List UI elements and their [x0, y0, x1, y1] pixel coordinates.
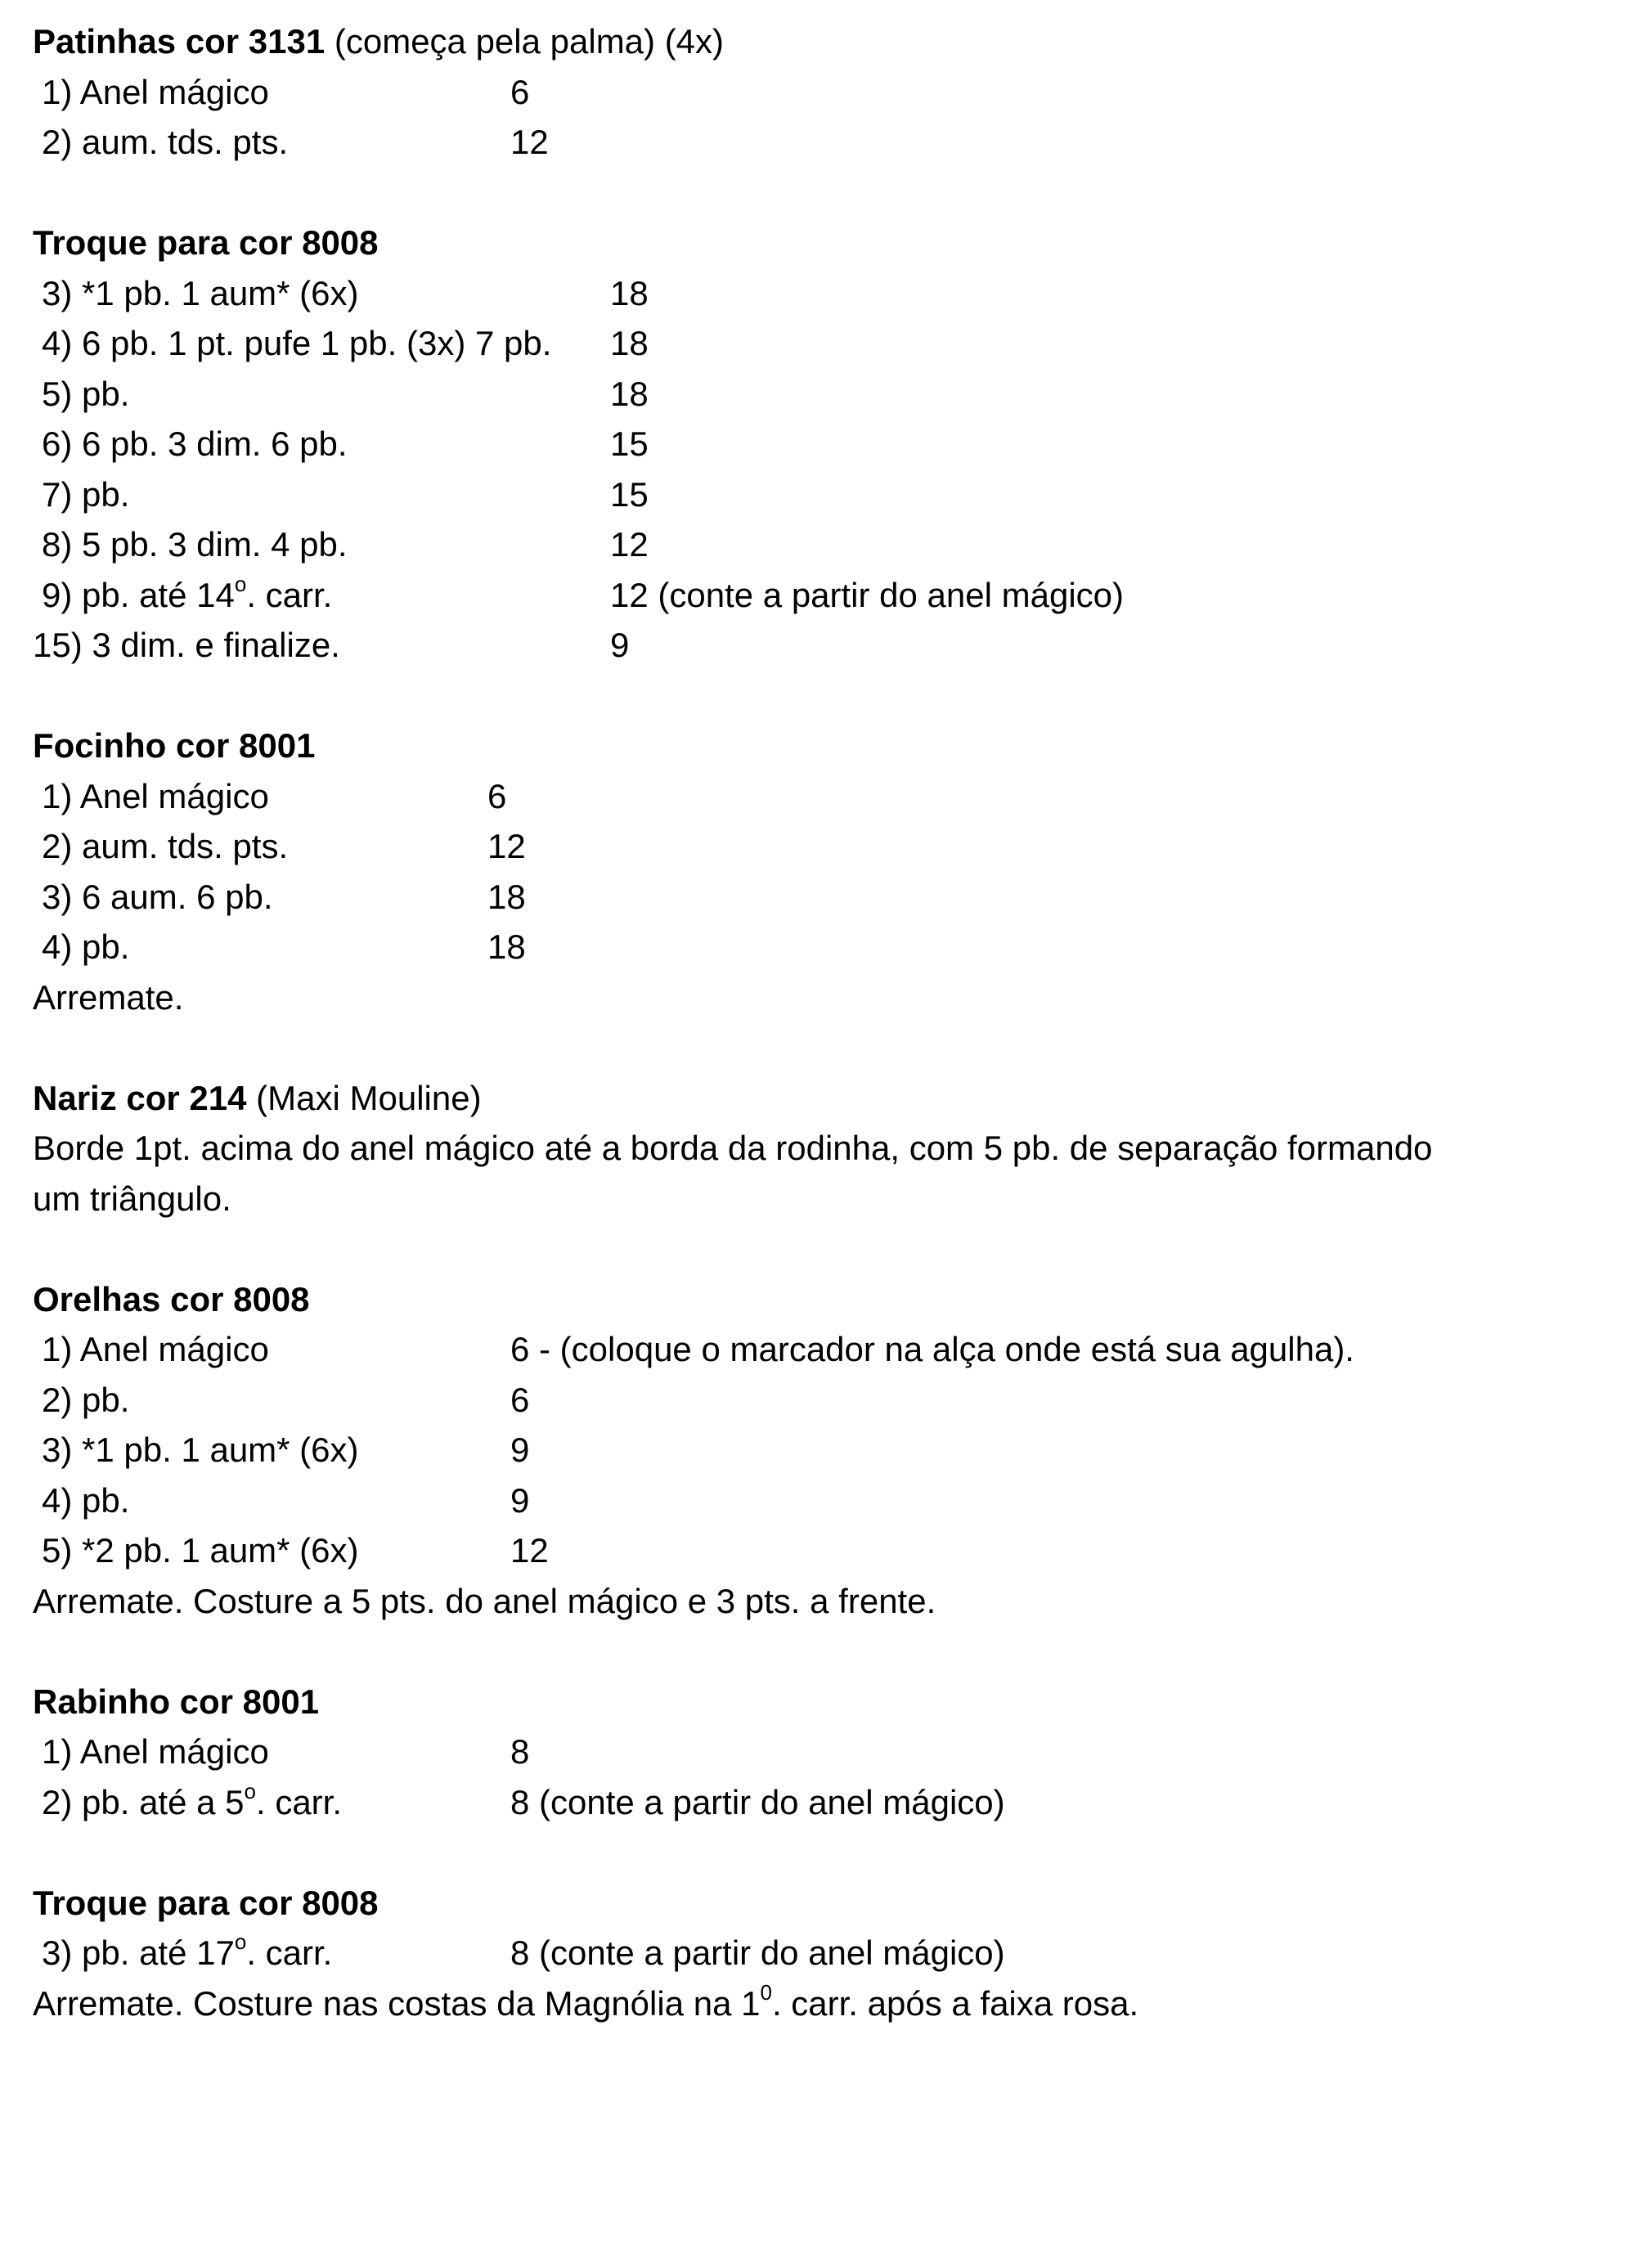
- row-step: 3) pb. até 17$^o$. carr.: [42, 1929, 333, 1972]
- row-step: 7) pb.: [42, 474, 130, 514]
- row-count: 8 (conte a partir do anel mágico): [510, 1933, 1005, 1972]
- pattern-row: [33, 67, 1619, 118]
- row-step: 1) Anel mágico: [42, 72, 269, 111]
- row-step: 5) *2 pb. 1 aum* (6x): [42, 1531, 359, 1570]
- row-count: 18: [487, 877, 526, 916]
- section-title-focinho: [33, 721, 1619, 771]
- row-step: 2) aum. tds. pts.: [42, 827, 289, 865]
- row-step: 3) *1 pb. 1 aum* (6x): [42, 1430, 359, 1469]
- row-count: 6: [487, 776, 507, 815]
- row-count: 18: [487, 927, 526, 966]
- section-title-nariz: [33, 1073, 1619, 1124]
- section-title-orelhas: [33, 1274, 1619, 1325]
- row-count: 9: [610, 626, 630, 664]
- row-step: 4) 6 pb. 1 pt. pufe 1 pb. (3x) 7 pb.: [42, 324, 552, 362]
- title-bold: Troque para cor 8008: [33, 1883, 379, 1922]
- section-title-troque-1: [33, 218, 1619, 268]
- row-count: 12: [510, 123, 549, 161]
- pattern-row: [33, 1324, 1619, 1375]
- pattern-row: [33, 469, 1619, 520]
- pattern-row: [33, 620, 1619, 671]
- row-count: 6: [510, 1380, 530, 1419]
- pattern-row: [33, 1727, 1619, 1777]
- pattern-row: [33, 519, 1619, 570]
- row-count: 18: [610, 324, 649, 362]
- row-count: 15: [610, 424, 649, 463]
- pattern-row: [33, 821, 1619, 872]
- row-count: 15: [610, 474, 649, 514]
- row-count: 9: [510, 1430, 530, 1469]
- pattern-row: [33, 1777, 1619, 1828]
- pattern-row: [33, 268, 1619, 319]
- pattern-row: [33, 1525, 1619, 1576]
- section-title-troque-2: [33, 1878, 1619, 1929]
- document-page: [33, 16, 1619, 2028]
- paragraph-line: um triângulo.: [33, 1179, 231, 1218]
- row-step: 3) *1 pb. 1 aum* (6x): [42, 273, 359, 312]
- row-count: 12: [487, 827, 526, 865]
- row-count: 9: [510, 1480, 530, 1520]
- row-step: 5) pb.: [42, 374, 130, 413]
- row-step: 8) 5 pb. 3 dim. 4 pb.: [42, 525, 348, 564]
- title-bold: Nariz cor 214: [33, 1078, 247, 1117]
- row-step: 2) pb.: [42, 1380, 130, 1419]
- row-step: 6) 6 pb. 3 dim. 6 pb.: [42, 424, 348, 463]
- title-bold: Rabinho cor 8001: [33, 1682, 320, 1721]
- pattern-row: [33, 570, 1619, 621]
- row-count: 12: [510, 1531, 549, 1570]
- row-count: 6: [510, 72, 530, 111]
- row-count: 18: [610, 374, 649, 413]
- pattern-row: [33, 369, 1619, 420]
- title-bold: Patinhas cor 3131: [33, 22, 326, 61]
- pattern-row: [33, 872, 1619, 923]
- row-step: 1) Anel mágico: [42, 776, 269, 815]
- row-step: 2) aum. tds. pts.: [42, 123, 289, 161]
- row-step: 9) pb. até 14$^o$. carr.: [42, 571, 333, 614]
- pattern-row: [33, 1425, 1619, 1475]
- pattern-row: [33, 1375, 1619, 1426]
- row-step: 1) Anel mágico: [42, 1330, 269, 1368]
- pattern-row: [33, 117, 1619, 168]
- paragraph-line: Borde 1pt. acima do anel mágico até a borda da rodinha, com 5 pb. de separação formando: [33, 1129, 1433, 1167]
- row-step: 4) pb.: [42, 927, 130, 966]
- title-bold: Troque para cor 8008: [33, 223, 379, 262]
- row-step: 2) pb. até a 5$^o$. carr.: [42, 1778, 343, 1821]
- closing-text: Arremate. Costure a 5 pts. do anel mágico e 3 pts. a frente.: [33, 1581, 936, 1620]
- pattern-row: [33, 1475, 1619, 1526]
- row-count: 18: [610, 273, 649, 312]
- pattern-row: [33, 922, 1619, 972]
- row-count: 6 - (coloque o marcador na alça onde está sua agulha).: [510, 1330, 1354, 1368]
- pattern-row: [33, 1928, 1619, 1978]
- section-title-rabinho: [33, 1677, 1619, 1727]
- title-note: (Maxi Mouline): [246, 1078, 482, 1117]
- row-count: 8 (conte a partir do anel mágico): [510, 1782, 1005, 1821]
- row-step: 4) pb.: [42, 1480, 130, 1520]
- section-title-patinhas: [33, 16, 1619, 67]
- pattern-row: [33, 771, 1619, 822]
- row-count: 8: [510, 1732, 530, 1771]
- title-note: (começa pela palma) (4x): [325, 22, 725, 61]
- row-count: 12: [610, 525, 649, 564]
- pattern-row: [33, 419, 1619, 469]
- pattern-row: [33, 318, 1619, 369]
- row-step: 3) 6 aum. 6 pb.: [42, 877, 273, 916]
- closing-text: Arremate.: [33, 977, 184, 1017]
- row-count: 12 (conte a partir do anel mágico): [610, 575, 1125, 614]
- row-step: 15) 3 dim. e finalize.: [33, 626, 340, 664]
- row-step: 1) Anel mágico: [42, 1732, 269, 1771]
- closing-text: Arremate. Costure nas costas da Magnólia na $1^0$. carr. após a faixa rosa.: [33, 1979, 1139, 2023]
- title-bold: Focinho cor 8001: [33, 726, 316, 765]
- title-bold: Orelhas cor 8008: [33, 1279, 310, 1318]
